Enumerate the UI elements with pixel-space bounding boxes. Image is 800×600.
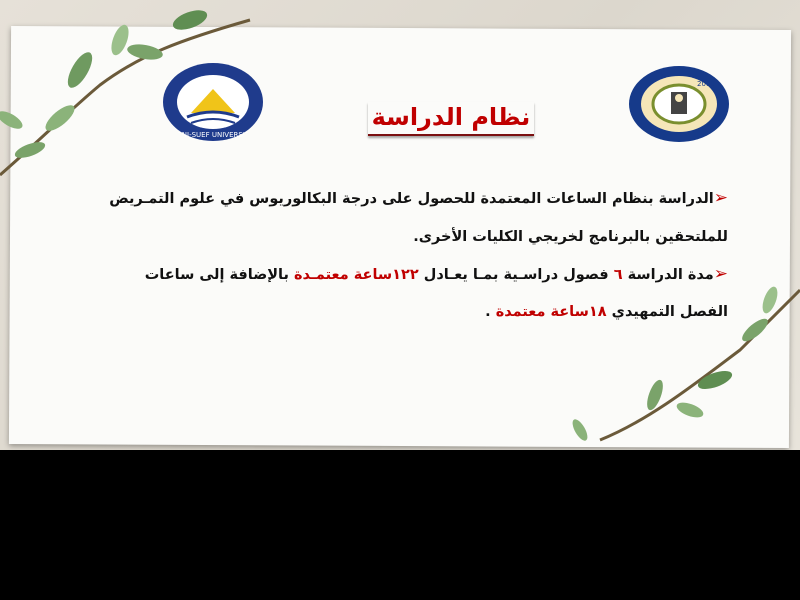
p2-prep-hours: ١٨ساعة معتمدة: [495, 304, 607, 320]
paragraph-2-line-1: [78, 262, 728, 287]
p2-text-b: فصول دراسـية بمـا يعـادل: [418, 267, 614, 283]
paragraph-1-line-2: [78, 225, 728, 249]
vine-decoration-right: [560, 270, 800, 450]
paragraph-1-line-1: [78, 186, 728, 211]
p1-text-continued: للملتحقين بالبرنامج لخريجي الكليات الأخرى.: [413, 229, 728, 245]
logo-right-year: 2006: [697, 80, 715, 88]
paragraph-2-line-2: [78, 300, 728, 324]
bullet-arrow-icon: ➢: [713, 188, 728, 208]
p2-line2-end: .: [485, 304, 496, 320]
logo-left-text: BENI-SUEF UNIVERSITY: [172, 131, 254, 139]
p2-text-c: بالإضافة إلى ساعات: [144, 267, 294, 283]
faculty-of-nursing-logo: [627, 64, 731, 144]
p2-line2-text: الفصل التمهيدي: [606, 304, 728, 320]
p2-credit-hours: ١٢٢ساعة معتمـدة: [294, 267, 419, 283]
p2-text-a: مدة الدراسة: [622, 267, 714, 283]
bullet-arrow-icon: ➢: [713, 264, 728, 284]
beni-suef-university-logo: [161, 61, 265, 143]
page-title: نظام الدراسة: [368, 102, 534, 136]
p1-text: الدراسة بنظام الساعات المعتمدة للحصول على درجة البكالوريوس في علوم التمـريض: [109, 191, 714, 207]
p2-semesters: ٦: [613, 267, 623, 283]
